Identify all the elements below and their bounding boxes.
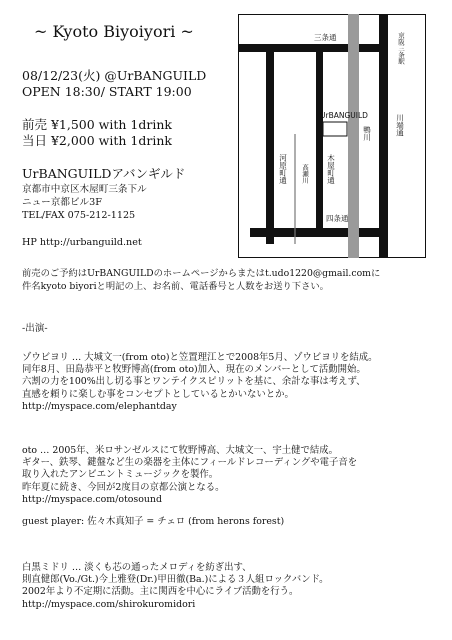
performer-line: 則直健郎(Vo./Gt.)今上雅登(Dr.)甲田徹(Ba.)による３人組ロックバンド。 — [22, 574, 329, 586]
section-header: -出演- — [22, 323, 48, 334]
performer-line: 同年8月、田島恭平と牧野博高(from oto)加入、現在のメンバーとして活動開始。 — [22, 364, 366, 376]
advance-price: 前売 ¥1,500 with 1drink — [22, 117, 172, 132]
kamogawa-river — [348, 14, 359, 258]
kawaramachi-street — [266, 52, 274, 244]
performer-url: http://myspace.com/shirokuromidori — [22, 598, 196, 610]
performer-line: ゾウビヨリ … 大城文一(from oto)と笠置理江とで2008年5月、ゾウビヨリを結成。 — [22, 352, 378, 363]
kiyamachi-label: 木屋町通 — [326, 154, 336, 184]
venue-homepage: HP http://urbanguild.net — [22, 237, 142, 248]
venue-tel: TEL/FAX 075-212-1125 — [22, 210, 136, 221]
venue-marker — [323, 122, 347, 136]
guest-player: guest player: 佐々木真知子 = チェロ (from herons forest) — [22, 516, 285, 528]
sanjo-label: 三条通 — [314, 33, 337, 42]
performer-zoubiyori — [22, 352, 378, 413]
sanjo-street — [238, 44, 388, 52]
event-date-line: 08/12/23(火) @UrBANGUILD — [22, 68, 207, 83]
performer-line: 六割の力を100%出し切る事とワンテイクスピリットを基に、余計な事は考えず、 — [22, 376, 366, 388]
venue-address-2: ニュー京都ビル3F — [22, 197, 102, 208]
performer-url: http://myspace.com/otosound — [22, 493, 162, 505]
venue-map-label: UrBANGUILD — [320, 111, 368, 120]
performer-line: 直感を頼りに楽しむ事をコンセプトとしているとかいないとか。 — [22, 388, 294, 400]
venue-name: UrBANGUILDアバンギルド — [22, 166, 186, 181]
kawabata-label: 川端通 — [395, 114, 405, 137]
shijo-label: 四条通 — [326, 214, 349, 223]
reservation-line-2: 件名kyoto biyoriと明記の上、お名前、電話番号と人数をお送り下さい。 — [22, 281, 329, 292]
door-price: 当日 ¥2,000 with 1drink — [22, 133, 172, 148]
kiyamachi-street — [316, 52, 323, 232]
keihan-sanjo-label: 京阪三条駅 — [397, 32, 405, 65]
performer-line: 取り入れたアンビエントミュージックを製作。 — [22, 469, 219, 481]
performer-line: 2002年より不定期に活動。主に関西を中心にライブ活動を行う。 — [22, 586, 299, 598]
kawaramachi-label: 河原町通 — [278, 154, 288, 184]
performer-line: oto … 2005年、米ロサンゼルスにて牧野博高、大城文一、宇土健で結成。 — [22, 445, 339, 456]
flyer-title: ~ Kyoto Biyoiyori ~ — [34, 22, 194, 41]
performer-line: 白黒ミドリ … 淡くも芯の通ったメロディを紡ぎ出す、 — [22, 562, 252, 573]
performer-oto — [22, 445, 357, 528]
performer-line: 昨年夏に続き、今回が2度目の京都公演となる。 — [22, 481, 225, 493]
performer-line: ギター、鉄琴、鍵盤など生の楽器を主体にフィールドレコーディングや電子音を — [22, 457, 358, 469]
performer-url: http://myspace.com/elephantday — [22, 400, 177, 412]
venue-map — [238, 14, 426, 258]
kamogawa-label: 鴨川 — [362, 126, 372, 141]
kawabata-street — [379, 14, 388, 258]
reservation-line-1: 前売のご予約はUrBANGUILDのホームページからまたはt.udo1220@gmail.comに — [22, 268, 381, 279]
event-time-line: OPEN 18:30/ START 19:00 — [22, 84, 192, 99]
takasegawa-label: 高瀬川 — [301, 164, 309, 184]
venue-address-1: 京都市中京区木屋町三条下ル — [22, 184, 147, 195]
performer-shirokuro-midori — [22, 562, 329, 611]
